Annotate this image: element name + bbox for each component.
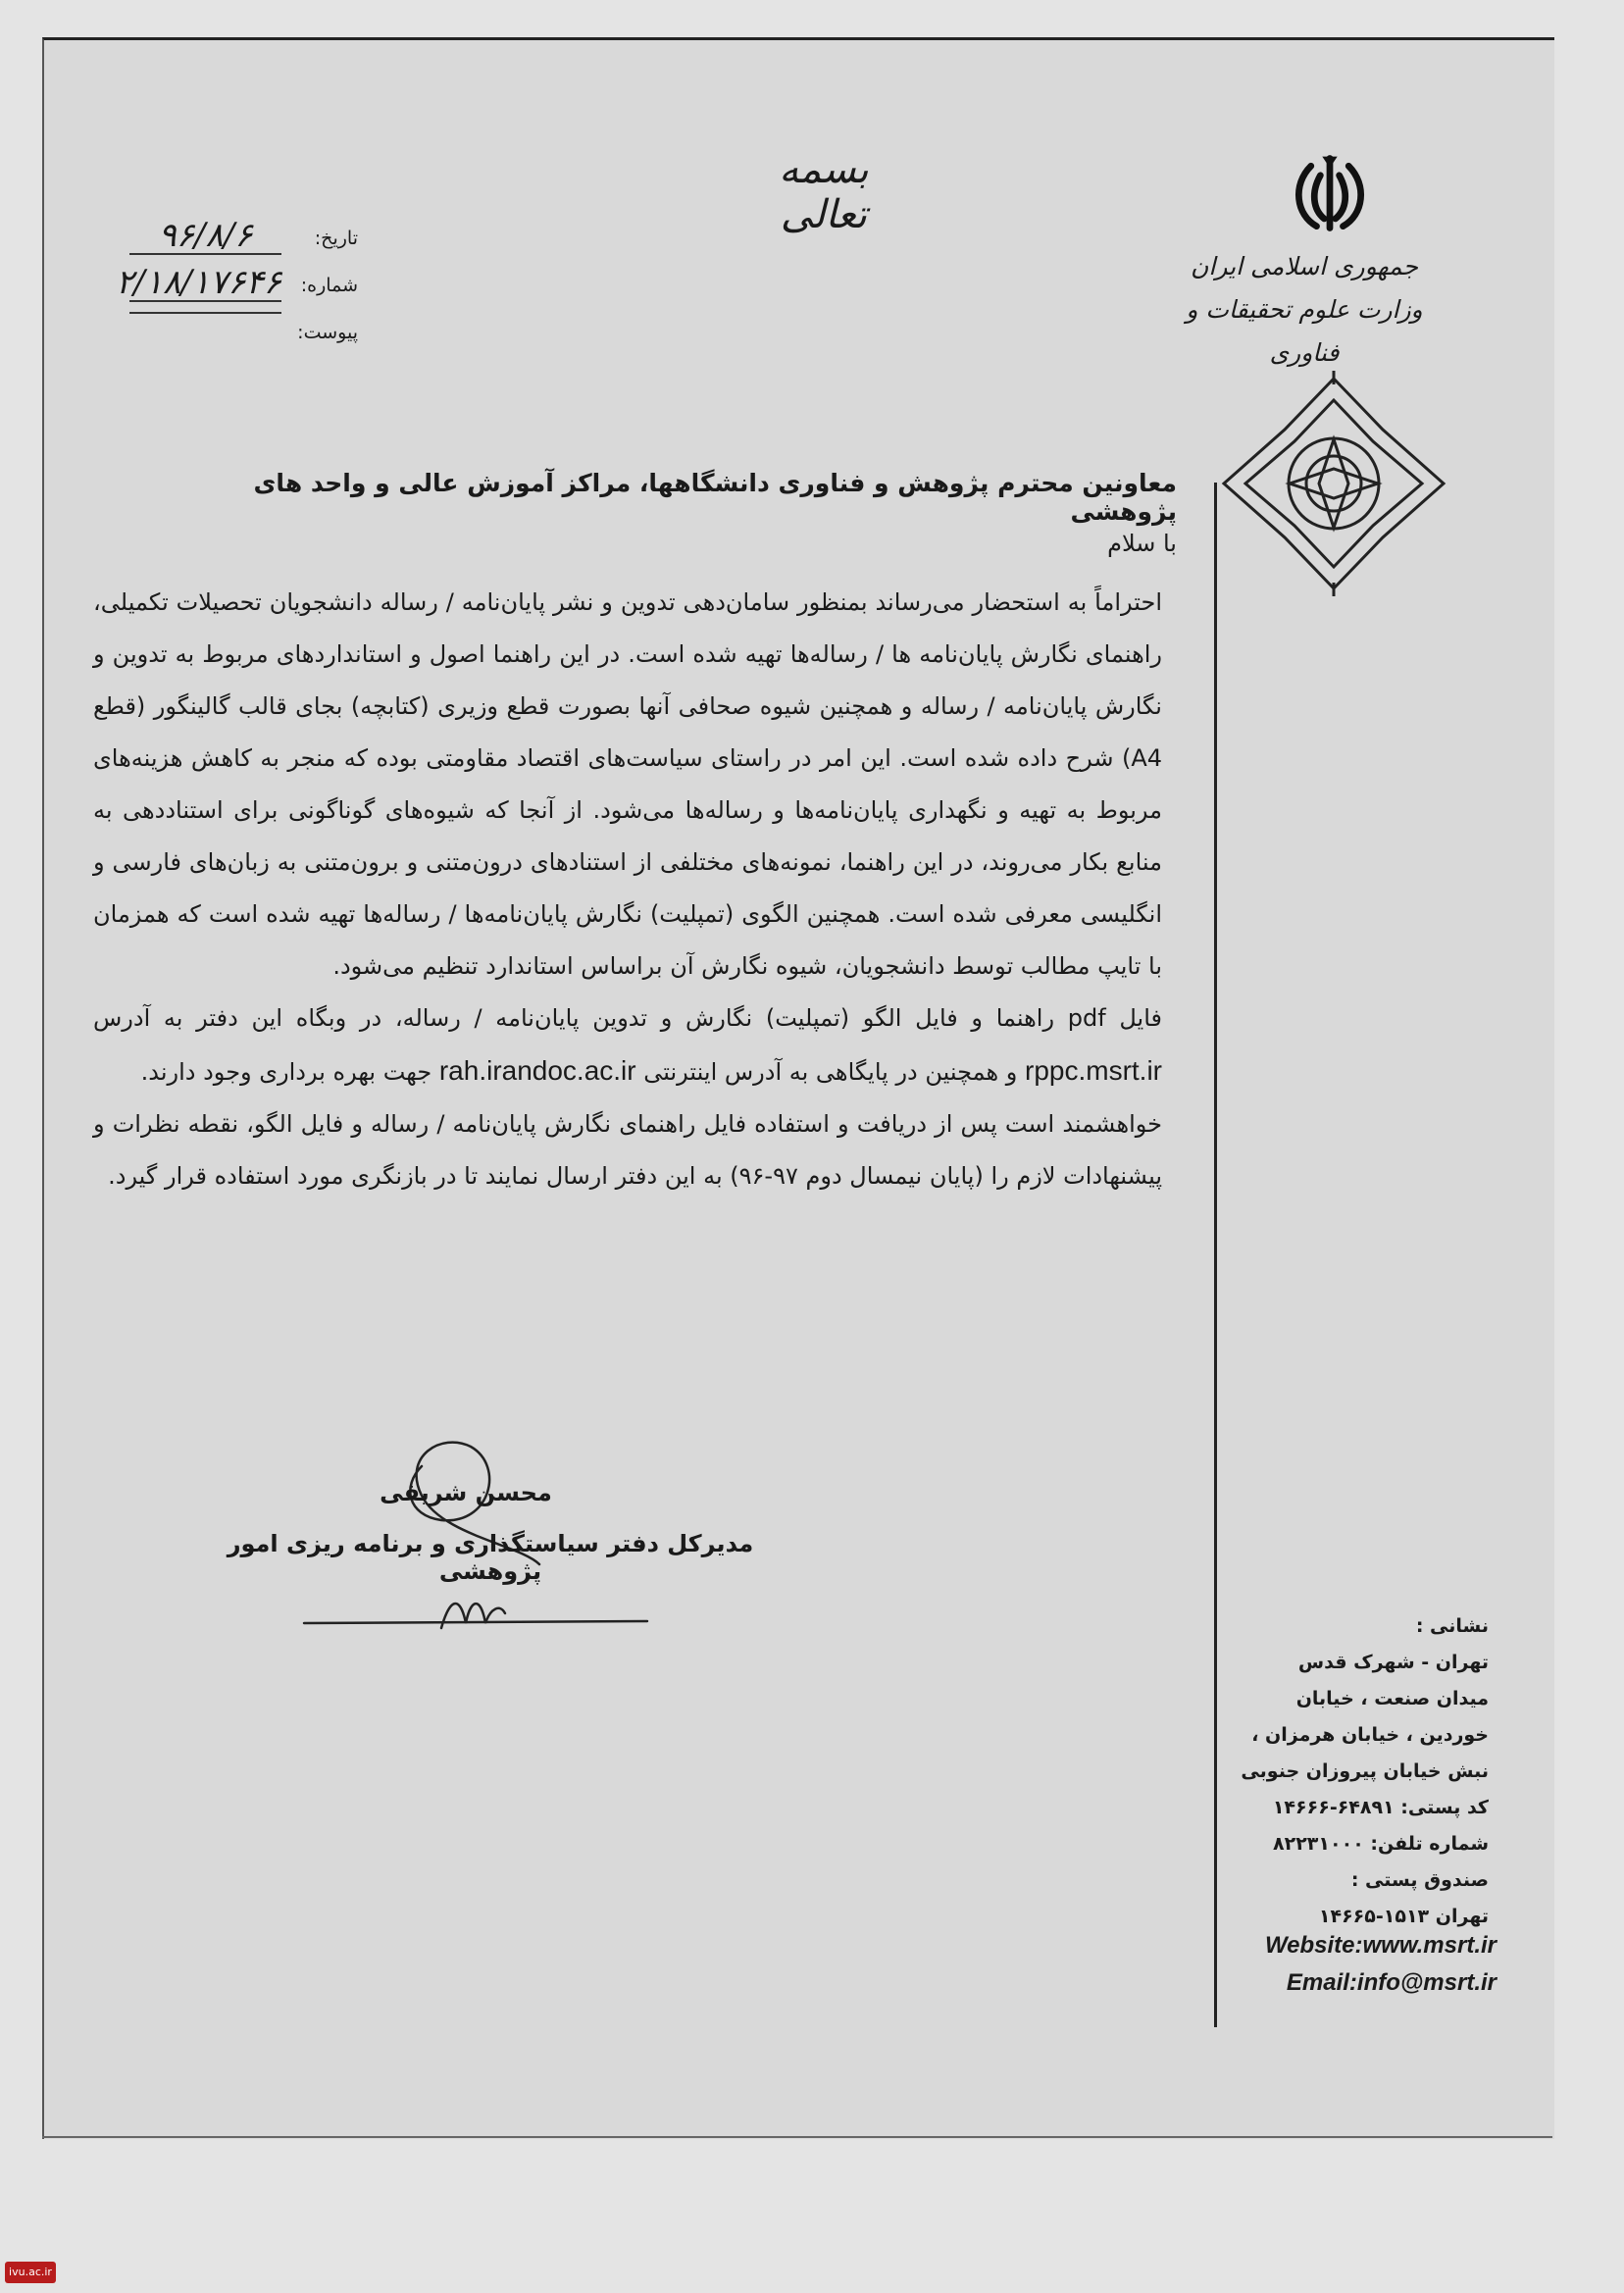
number-field [115, 263, 358, 304]
number-value: ۲/۱۸/۱۷۶۴۶ [115, 263, 281, 302]
letter-body [93, 577, 1162, 1202]
p2-part-3: جهت بهره برداری وجود دارند. [140, 1058, 432, 1086]
address-line: صندوق پستی : [1350, 1869, 1489, 1891]
address-line: کد پستی: ۶۴۸۹۱-۱۴۶۶۶ [1272, 1797, 1489, 1818]
contact-links [1212, 1927, 1497, 2002]
link-irandoc[interactable]: rah.irandoc.ac.ir [438, 1055, 636, 1086]
attachment-field [123, 312, 358, 351]
signer-title: مدیرکل دفتر سیاستگذاری و برنامه ریزی امور پژوهشی [227, 1530, 754, 1585]
date-label: تاریخ: [314, 228, 358, 249]
paragraph-3: خواهشمند است پس از دریافت و استفاده فایل راهنمای نگارش پایان‌نامه / رساله و فایل الگو، نقطه نظرات و پیشنهادات لازم را (پایان نیمسال دوم ۹۷-۹۶) به این دفتر ارسال نمایند تا در بازنگری مورد استفاده قرار گیرد. [93, 1110, 1162, 1190]
address-line: خوردین ، خیابان هرمزان ، [1251, 1724, 1489, 1746]
address-label: نشانی : [1415, 1615, 1489, 1637]
p2-part-1: فایل pdf راهنما و فایل الگو (تمپلیت) نگارش و تدوین پایان‌نامه / رساله، در وبگاه این دفتر به آدرس [93, 1004, 1162, 1032]
paragraph-1: احتراماً به استحضار می‌رساند بمنظور سامان‌دهی تدوین و نشر پایان‌نامه / رساله دانشجویان تحصیلات تکمیلی، راهنمای نگارش پایان‌نامه ها / رساله‌ها تهیه شده است. در این راهنما اصول و استانداردهای مربوط به تدوین و نگارش پایان‌نامه / رساله و همچنین شیوه صحافی آنها بصورت قطع وزیری (کتابچه) بجای قالب گالینگور (قطع A4) شرح داده شده است. این امر در راستای سیاست‌های اقتصاد مقاومتی بوده که منجر به کاهش هزینه‌های مربوط به تهیه و نگهداری پایان‌نامه‌ها و رساله‌ها می‌شود. از آنجا که شیوه‌های گوناگونی برای استناددهی به منابع بکار می‌روند، در این راهنما، نمونه‌های مختلفی از استنادهای درون‌متنی و برون‌متنی به زبان‌های فارسی و انگلیسی معرفی شده است. همچنین الگوی (تمپلیت) نگارش پایان‌نامه‌ها / رساله‌ها تهیه شده است که همزمان با تایپ مطالب توسط دانشجویان، شیوه نگارش آن براساس استاندارد تنظیم می‌شود. [93, 588, 1162, 980]
website-link[interactable]: Website:www.msrt.ir [1264, 1932, 1497, 1959]
address-line: شماره تلفن: ۸۲۲۳۱۰۰۰ [1273, 1833, 1489, 1855]
address-block [1224, 1608, 1489, 1935]
gov-line-2: وزارت علوم تحقیقات و فناوری [1186, 295, 1423, 367]
iran-emblem-icon [1283, 147, 1377, 241]
address-line: میدان صنعت ، خیابان [1295, 1688, 1489, 1709]
address-line: تهران - شهرک قدس [1297, 1652, 1489, 1673]
vertical-divider [1214, 483, 1217, 2027]
bottom-rule [42, 2136, 1552, 2138]
attachment-label: پیوست: [297, 322, 358, 343]
date-field [123, 218, 358, 257]
email-link[interactable]: Email:info@msrt.ir [1286, 1969, 1497, 1996]
ornament-icon [1216, 371, 1451, 596]
gov-line-1: جمهوری اسلامی ایران [1191, 252, 1418, 280]
p2-part-2: و همچنین در پایگاهی به آدرس اینترنتی [643, 1058, 1018, 1086]
number-label: شماره: [300, 275, 358, 296]
ministry-title [1157, 245, 1451, 375]
attachment-value [129, 312, 281, 314]
signer-name: محسن شریفی [380, 1479, 552, 1506]
basmala: بسمه تعالی [779, 147, 869, 237]
greeting: با سلام [1107, 530, 1177, 557]
recipient: معاونین محترم پژوهش و فناوری دانشگاهها، مراکز آموزش عالی و واحد های پژوهشی [253, 469, 1177, 526]
link-rppc[interactable]: rppc.msrt.ir [1025, 1055, 1162, 1086]
address-line: نبش خیابان پیروزان جنوبی [1241, 1760, 1489, 1782]
date-value: ۹۶/۸/۶ [129, 218, 281, 255]
paragraph-2 [93, 993, 1162, 1098]
address-line: تهران ۱۵۱۳-۱۴۶۶۵ [1318, 1906, 1489, 1927]
watermark-badge: ivu.ac.ir [5, 2262, 56, 2283]
